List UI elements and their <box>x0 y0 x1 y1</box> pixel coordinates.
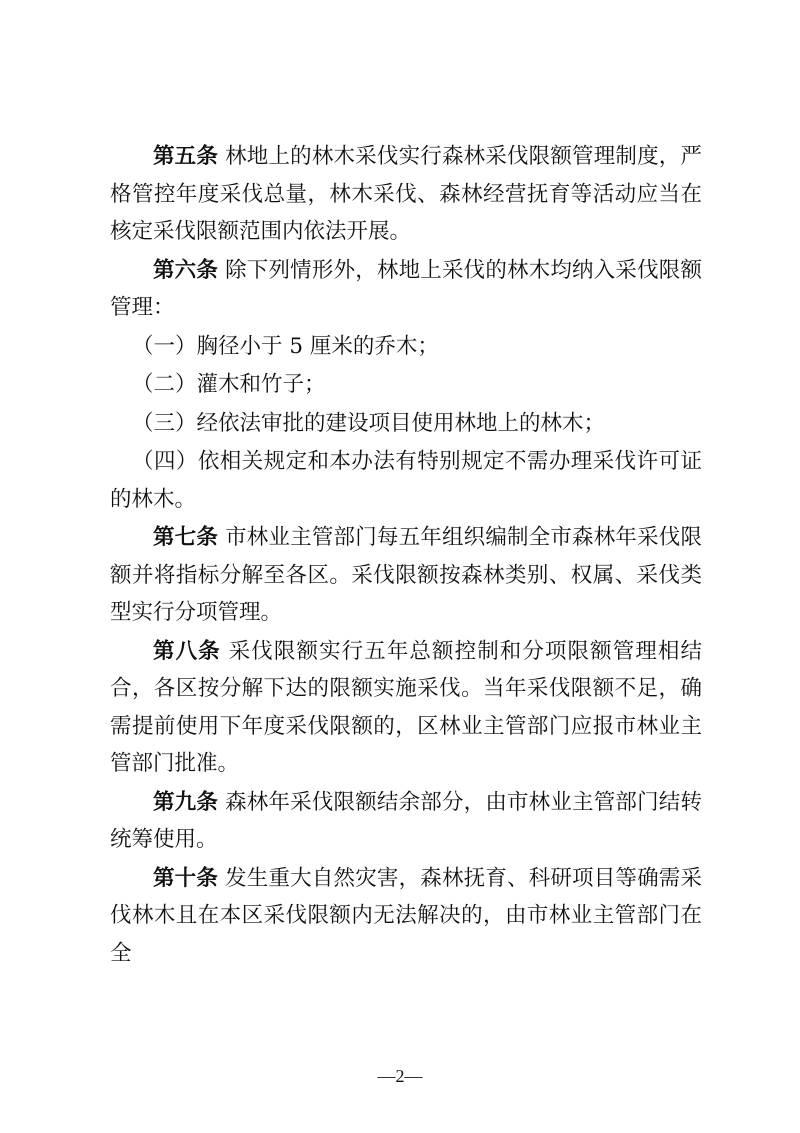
article-7 <box>110 519 702 632</box>
article-6-item-2: （二）灌木和竹子； <box>132 372 326 397</box>
article-8-title: 第八条 <box>153 638 221 664</box>
article-9-text: 森林年采伐限额结余部分，由市林业主管部门结转统筹使用。 <box>110 789 702 852</box>
article-8 <box>110 633 702 783</box>
article-6 <box>110 252 702 327</box>
article-6-title: 第六条 <box>153 257 219 283</box>
article-6-item-3: （三）经依法审批的建设项目使用林地上的林木； <box>132 410 606 436</box>
article-7-title: 第七条 <box>153 525 219 550</box>
article-6-item-1: （一）胸径小于 5 厘米的乔木； <box>132 333 439 359</box>
article-6-item-4: （四）依相关规定和本办法有特别规定不需办理采伐许可证的林木。 <box>110 449 702 512</box>
article-5-text: 林地上的林木采伐实行森林采伐限额管理制度，严格管控年度采伐总量，林木采伐、森林经营抚育等活动应当在核定采伐限额范围内依法开展。 <box>110 144 702 244</box>
article-9-title: 第九条 <box>153 789 219 815</box>
article-5-title: 第五条 <box>153 144 219 169</box>
article-6-text: 除下列情形外，林地上采伐的林木均纳入采伐限额管理： <box>110 257 702 320</box>
article-10-title: 第十条 <box>153 865 219 891</box>
article-10-text: 发生重大自然灾害，森林抚育、科研项目等确需采伐林木且在本区采伐限额内无法解决的，由市林业主管部门在全 <box>110 865 702 966</box>
article-10 <box>110 860 702 973</box>
article-9 <box>110 784 702 859</box>
page-number: —2— <box>377 1066 423 1086</box>
article-5 <box>110 138 702 251</box>
article-7-text: 市林业主管部门每五年组织编制全市森林年采伐限额并将指标分解至各区。采伐限额按森林类别、权属、采伐类型实行分项管理。 <box>110 525 702 625</box>
document-page <box>110 138 702 972</box>
article-8-text: 采伐限额实行五年总额控制和分项限额管理相结合，各区按分解下达的限额实施采伐。当年采伐限额不足，确需提前使用下年度采伐限额的，区林业主管部门应报市林业主管部门批准。 <box>110 638 702 776</box>
